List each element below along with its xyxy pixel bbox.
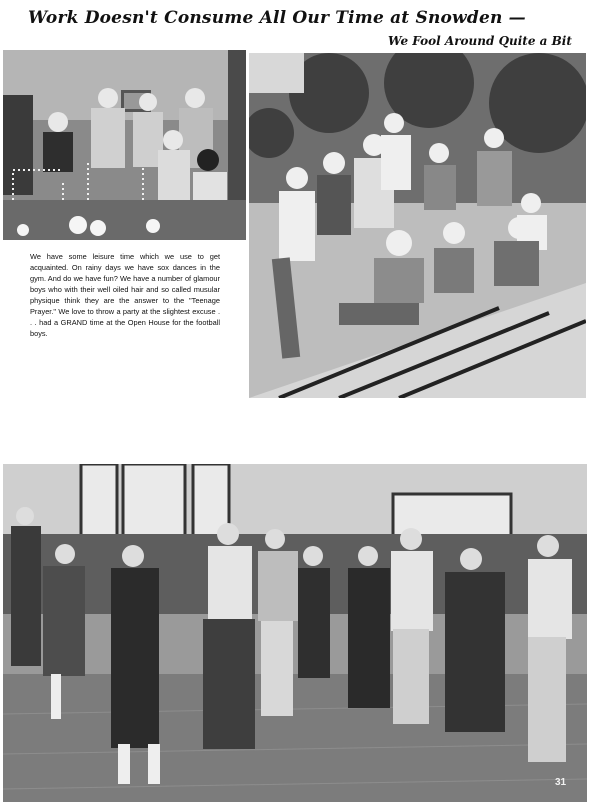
dance-photo	[3, 464, 587, 802]
caption-text: We have some leisure time which we use to get acquainted. On rainy days we have sox dances in the gym. And do we have fun? We have a number of glamour boys who with their well oiled hair and so called musular physique think they are the answer to the "Teenage Prayer." We love to throw a party at the slightest excuse . . . had a GRAND time at the Open House for the football boys.	[30, 252, 220, 338]
page-title: Work Doesn't Consume All Our Time at Snowden —	[28, 8, 526, 28]
party-photo	[3, 50, 246, 240]
steps-photo	[249, 53, 586, 398]
page-number: 31	[555, 777, 567, 788]
page-subtitle: We Fool Around Quite a Bit	[388, 34, 572, 48]
